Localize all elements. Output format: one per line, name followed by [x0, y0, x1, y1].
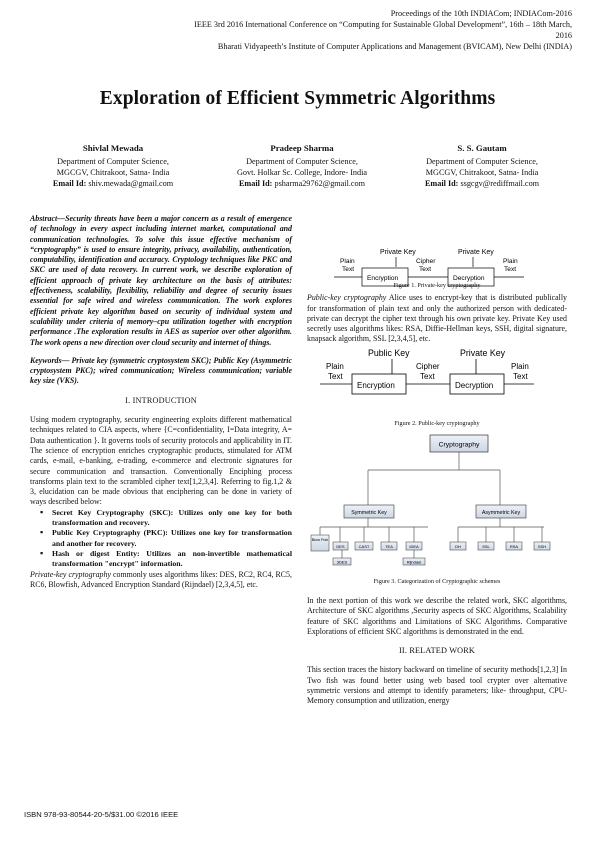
- fig2-plain-out-2: Text: [513, 372, 528, 381]
- author-email[interactable]: shiv.mewada@gmail.com: [88, 179, 174, 188]
- fig1-cipher-2: Text: [419, 266, 432, 273]
- author-email-line: [387, 178, 577, 189]
- fig2-cipher-2: Text: [420, 372, 435, 381]
- rsa-label: RSA: [509, 544, 519, 549]
- fig1-key-label-2: Private Key: [458, 249, 494, 256]
- ssl-label: SSL: [482, 544, 490, 549]
- fig2-encryption-label: Encryption: [357, 381, 395, 390]
- ssh-label: SSH: [537, 544, 547, 549]
- fig2-key-label-1: Public Key: [368, 348, 410, 358]
- emphasis-text: Public-key cryptography: [307, 293, 387, 303]
- left-column: [30, 214, 292, 590]
- fig1-decryption-label: Decryption: [453, 275, 485, 282]
- fig1-encryption-label: Encryption: [367, 275, 399, 282]
- paragraph-text: commonly uses algorithms likes: DES, RC2, RC4, RC5, RC6, Blowfish, Advanced Encryption Standard (Rijndael) [2,3,4,5], etc.: [30, 569, 292, 589]
- proceedings-header: [190, 8, 572, 52]
- 3des-label: 3DES: [336, 559, 348, 565]
- fig1-plain-out-1: Plain: [503, 258, 518, 265]
- related-work-paragraph: This section traces the history backward on timeline of security methods[1,2,3] In Two fish was found better using web based tool crypter over alternative symmetric versions and attempt to identify parameters; like- throughput, CPU-Memory consumption and utilization, energy: [307, 665, 567, 706]
- private-key-paragraph: [30, 570, 292, 591]
- emphasis-text: Private-key cryptography: [30, 569, 111, 579]
- header-line-1: Proceedings of the 10th INDIACom; INDIACom-2016: [390, 9, 572, 18]
- figure-3-caption: Figure 3. Categorization of Cryptographic schemes: [373, 578, 501, 585]
- author-institution: Govt. Holkar Sc. College, Indore- India: [236, 168, 368, 177]
- right-column-bottom: [307, 596, 567, 707]
- email-label: Email Id:: [238, 179, 273, 188]
- overview-paragraph: In the next portion of this work we describe the related work, SKC algorithms, Architecture of SKC algorithms ,Security aspects of SKC Algorithms, Scalability feature of SKC algorithms and Limitations of SKC Algorithms. Comparative Explorations of efficient SKC algorithms is demonstrated in the end.: [307, 596, 567, 636]
- fig1-cipher-1: Cipher: [416, 258, 436, 265]
- cryptography-types-list: [30, 508, 292, 570]
- figure-1-caption: Figure 1. Private-key cryptography: [393, 282, 481, 289]
- tea-label: TEA: [385, 544, 393, 549]
- fig2-plain-in-1: Plain: [326, 362, 344, 371]
- author-name: S. S. Gautam: [457, 143, 507, 153]
- author-email-line: [18, 178, 208, 189]
- abstract: Abstract—Security threats have been a major concern as a result of emergence of technology in every aspect including internet market, computational and communication technologies. To solve this issue effective mechanism of “cryptography” is used to ensure integrity, privacy, availability, authentication, computability, identification and accuracy. Cryptology techniques like PKC and SKC are used of data recovery. In current work, we describe exploration of efficient approach of private key architecture on the basis of attributes: effectiveness, scalability, flexibility, reliability and degree of security issues essential for safe wired and wireless communication. The work explores efficient private key algorithm based on security of individual system and scalability under criteria of memory–cpu utilization together with encryption performance .The exploration results in AES as superior over other algorithm. The work opens a new direction over cloud security and internet of things.: [30, 214, 292, 347]
- list-item: ▪ Public Key Cryptography (PKC): Utilizes one key for transformation and another for recovery.: [52, 528, 292, 549]
- paragraph-text: Alice uses to encrypt-key that is distributed publically for transformation of plain text and only the authorized person with dedicated-private can decrypt the cipher text through his own private key. Private Key used secretly uses algorithms likes: RSA, Diffie-Hellman keys, SSH, digital signature, knapsack algorithm, SSL [2,3,4,5], etc.: [307, 293, 567, 344]
- section-heading-related-work: II. RELATED WORK: [398, 646, 476, 656]
- isbn-footer: ISBN 978-93-80544-20-5/$31.00 ©2016 IEEE: [24, 810, 179, 819]
- author-email[interactable]: ssgcgv@rediffmail.com: [460, 179, 540, 188]
- fig1-key-label-1: Private Key: [380, 249, 416, 256]
- author-dept: Department of Computer Science,: [57, 157, 169, 166]
- author-2: [207, 143, 397, 189]
- author-email-line: [207, 178, 397, 189]
- idea-label: IDEA: [409, 544, 419, 549]
- des-label: DES: [336, 544, 345, 549]
- list-item: ▪ Secret Key Cryptography (SKC): Utilizes only one key for both transformation and recovery.: [52, 508, 292, 529]
- fig2-key-label-2: Private Key: [460, 348, 505, 358]
- author-name: Pradeep Sharma: [270, 143, 334, 153]
- fig2-decryption-label: Decryption: [455, 381, 494, 390]
- author-institution: MGCGV, Chitrakoot, Satna- India: [425, 168, 539, 177]
- email-label: Email Id:: [52, 179, 87, 188]
- dh-label: DH: [455, 544, 461, 549]
- cryptography-label: Cryptography: [438, 441, 480, 449]
- author-1: [18, 143, 208, 189]
- author-email[interactable]: psharma29762@gmail.com: [274, 179, 366, 188]
- fig2-plain-out-1: Plain: [511, 362, 529, 371]
- author-dept: Department of Computer Science,: [426, 157, 538, 166]
- fig1-plain-in-2: Text: [342, 266, 355, 273]
- section-heading-introduction: I. INTRODUCTION: [125, 395, 197, 405]
- list-item: ▪ Hash or digest Entity: Utilizes an non-invertible mathematical transformation "encrypt" information.: [52, 549, 292, 570]
- author-name: Shivlal Mewada: [82, 143, 144, 153]
- public-key-paragraph: [307, 293, 567, 344]
- header-line-3: Bharati Vidyapeeth’s Institute of Computer Applications and Management (BVICAM), New Delhi (INDIA): [217, 42, 572, 51]
- fig1-plain-in-1: Plain: [340, 258, 355, 265]
- fig2-plain-in-2: Text: [328, 372, 343, 381]
- figure-2-caption: Figure 2. Public-key cryptography: [394, 420, 480, 427]
- author-dept: Department of Computer Science,: [246, 157, 358, 166]
- blowfish-label: Blow Fish: [311, 538, 329, 542]
- symmetric-key-label: Symmetric Key: [351, 510, 387, 516]
- email-label: Email Id:: [424, 179, 459, 188]
- paper-title: Exploration of Efficient Symmetric Algorithms: [99, 88, 496, 109]
- figure-3-categorization-diagram: [310, 432, 562, 566]
- header-line-2: IEEE 3rd 2016 International Conference on “Computing for Sustainable Global Development”, 16th – 18th March, 2016: [194, 20, 572, 40]
- fig1-plain-out-2: Text: [504, 266, 517, 273]
- intro-paragraph: Using modern cryptography, security engineering exploits different mathematical techniques related to CIA aspects, where {C=confidentiality, I=Data integrity, A= Data authentication }. It governs tools of security protocols and applicability in IT. The science of encryption enriches cryptographic products, stimulated for ATM cards, e-mail, e-banking, e-trading, e-commerce and electronic signatures for secure communication and transaction. Conventionally Enciphing process transforms plain text to the scrambled cipher text[1,2,3,4]. Referring to fig.1,2 & 3, elucidation can be made obvious that enciphering can be done in variety of ways described below:: [30, 415, 292, 507]
- fig2-cipher-1: Cipher: [416, 362, 440, 371]
- right-column-top: [307, 281, 567, 345]
- figure-2-public-key-diagram: [316, 344, 538, 402]
- author-3: [387, 143, 577, 189]
- cast-label: CAST: [358, 544, 370, 549]
- keywords: Keywords— Private key (symmetric cryptosystem SKC); Public Key (Asymmetric cryptosystem PKC); wired communication; Wireless communication; variable key size (VKS).: [30, 355, 292, 386]
- rijndael-label: Rijndael: [406, 559, 422, 565]
- author-institution: MGCGV, Chitrakoot, Satna- India: [56, 168, 170, 177]
- asymmetric-key-label: Asymmetric Key: [481, 510, 521, 516]
